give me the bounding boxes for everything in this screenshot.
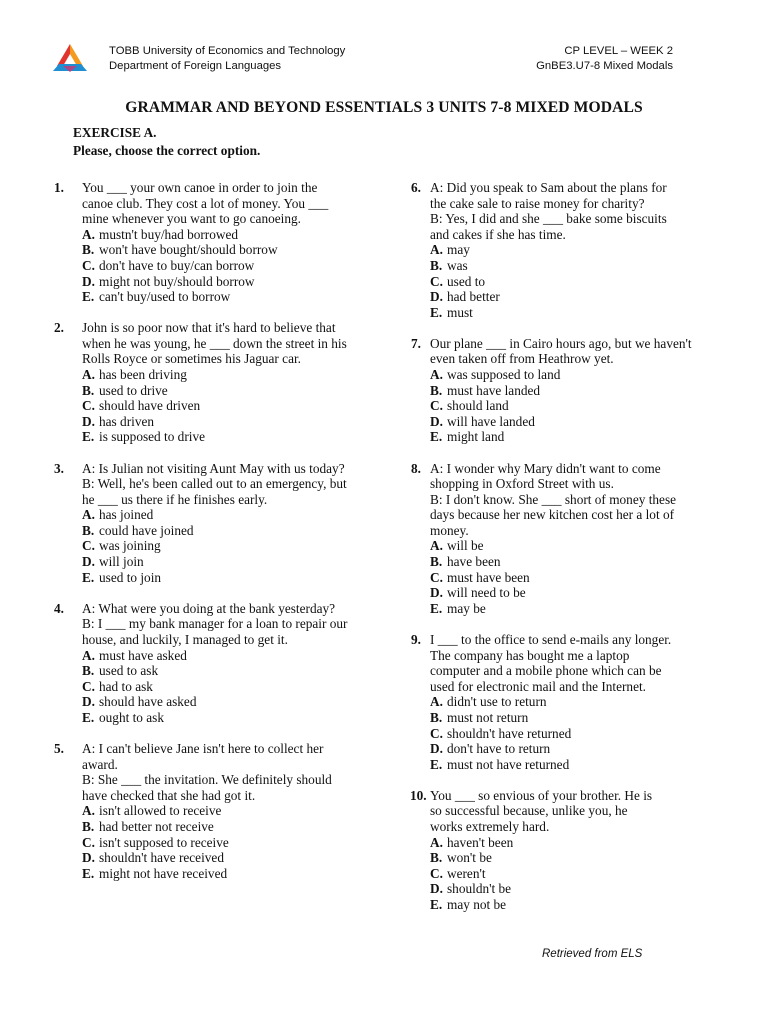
answer-option[interactable] bbox=[82, 398, 389, 414]
question-number: 3. bbox=[54, 460, 64, 476]
option-letter: B. bbox=[430, 709, 443, 725]
question-stem-line: B: She ___ the invitation. We definitely should bbox=[82, 772, 332, 788]
option-text: must bbox=[447, 304, 473, 320]
answer-option[interactable] bbox=[82, 289, 389, 305]
question-stem bbox=[430, 632, 731, 694]
option-letter: A. bbox=[430, 367, 443, 383]
answer-option[interactable] bbox=[82, 648, 389, 664]
option-letter: A. bbox=[82, 226, 95, 242]
question-stem bbox=[82, 180, 389, 227]
option-text: may bbox=[447, 242, 470, 258]
option-text: used to drive bbox=[99, 382, 168, 398]
option-letter: B. bbox=[430, 850, 443, 866]
question-number: 9. bbox=[411, 631, 421, 647]
option-letter: E. bbox=[82, 709, 95, 725]
university-logo bbox=[51, 42, 89, 74]
question-stem-line: You ___ your own canoe in order to join the bbox=[82, 180, 318, 195]
answer-option[interactable] bbox=[430, 570, 731, 586]
answer-option[interactable] bbox=[82, 258, 389, 274]
answer-option[interactable] bbox=[82, 367, 389, 383]
question-item bbox=[411, 461, 731, 617]
question-stem-line: award. bbox=[82, 756, 118, 772]
answer-option[interactable] bbox=[430, 850, 731, 866]
answer-option[interactable] bbox=[430, 414, 731, 430]
option-text: has been driving bbox=[99, 367, 187, 383]
option-letter: C. bbox=[430, 398, 443, 414]
question-stem-line: B: Yes, I did and she ___ bake some biscuits bbox=[430, 211, 667, 227]
question-stem bbox=[430, 788, 731, 835]
answer-option[interactable] bbox=[430, 274, 731, 290]
answer-option[interactable] bbox=[430, 741, 731, 757]
option-letter: D. bbox=[430, 413, 443, 429]
question-stem-line: John is so poor now that it's hard to believe that bbox=[82, 320, 336, 336]
left-question-column bbox=[54, 180, 389, 897]
question-stem-line: mine whenever you want to go canoeing. bbox=[82, 211, 301, 227]
question-stem bbox=[82, 461, 389, 508]
question-stem bbox=[430, 180, 731, 242]
answer-option[interactable] bbox=[82, 803, 389, 819]
answer-option[interactable] bbox=[82, 819, 389, 835]
answer-option[interactable] bbox=[82, 523, 389, 539]
option-letter: C. bbox=[82, 538, 95, 554]
answer-option[interactable] bbox=[82, 679, 389, 695]
question-stem-line: B: I ___ my bank manager for a loan to repair our bbox=[82, 616, 348, 632]
question-item bbox=[54, 601, 389, 726]
answer-option[interactable] bbox=[82, 570, 389, 586]
institution-name: TOBB University of Economics and Technology bbox=[109, 45, 346, 57]
option-letter: A. bbox=[82, 803, 95, 819]
answer-option[interactable] bbox=[82, 414, 389, 430]
question-item bbox=[54, 180, 389, 305]
question-stem-line: works extremely hard. bbox=[430, 818, 550, 834]
question-stem-line: B: Well, he's been called out to an emergency, but bbox=[82, 476, 347, 492]
question-stem bbox=[82, 320, 389, 367]
question-item bbox=[411, 632, 731, 772]
option-text: should have driven bbox=[99, 398, 201, 414]
answer-option[interactable] bbox=[430, 383, 731, 399]
option-letter: E. bbox=[82, 289, 95, 305]
option-text: had better not receive bbox=[99, 818, 214, 834]
option-letter: D. bbox=[430, 741, 443, 757]
option-letter: D. bbox=[430, 881, 443, 897]
option-letter: A. bbox=[430, 834, 443, 850]
answer-option[interactable] bbox=[82, 710, 389, 726]
option-letter: B. bbox=[430, 554, 443, 570]
answer-option[interactable] bbox=[430, 694, 731, 710]
option-text: used to bbox=[447, 273, 486, 289]
question-stem-line: money. bbox=[430, 522, 469, 538]
answer-option[interactable] bbox=[82, 429, 389, 445]
question-stem-line: canoe club. They cost a lot of money. You ___ bbox=[82, 195, 329, 211]
question-number: 4. bbox=[54, 600, 64, 616]
answer-option[interactable] bbox=[430, 835, 731, 851]
option-text: was bbox=[447, 257, 468, 273]
answer-option[interactable] bbox=[82, 835, 389, 851]
answer-option[interactable] bbox=[430, 585, 731, 601]
question-stem bbox=[82, 741, 389, 803]
option-letter: D. bbox=[82, 273, 95, 289]
question-stem-line: so successful because, unlike you, he bbox=[430, 803, 628, 819]
question-stem-line: shopping in Oxford Street with us. bbox=[430, 476, 614, 492]
department-name: Department of Foreign Languages bbox=[109, 60, 282, 72]
option-text: must have landed bbox=[447, 382, 541, 398]
option-text: could have joined bbox=[99, 522, 194, 538]
answer-option[interactable] bbox=[430, 258, 731, 274]
option-letter: A. bbox=[430, 242, 443, 258]
answer-option[interactable] bbox=[430, 710, 731, 726]
question-item bbox=[411, 336, 731, 445]
option-text: might not buy/should borrow bbox=[99, 273, 255, 289]
option-text: has joined bbox=[99, 507, 154, 523]
option-text: weren't bbox=[447, 865, 486, 881]
answer-option[interactable] bbox=[430, 429, 731, 445]
option-text: mustn't buy/had borrowed bbox=[99, 226, 239, 242]
option-text: will have landed bbox=[447, 413, 535, 429]
option-letter: A. bbox=[82, 367, 95, 383]
answer-option[interactable] bbox=[82, 507, 389, 523]
option-text: have been bbox=[447, 554, 501, 570]
answer-option[interactable] bbox=[430, 242, 731, 258]
question-number: 2. bbox=[54, 320, 64, 336]
question-number: 6. bbox=[411, 180, 421, 195]
question-stem-line: A: Is Julian not visiting Aunt May with us today? bbox=[82, 460, 345, 476]
exercise-heading bbox=[73, 124, 260, 160]
question-stem-line: I ___ to the office to send e-mails any longer. bbox=[430, 631, 672, 647]
option-text: isn't supposed to receive bbox=[99, 834, 229, 850]
option-text: don't have to return bbox=[447, 741, 551, 757]
option-text: used to ask bbox=[99, 663, 159, 679]
question-item bbox=[411, 788, 731, 913]
option-letter: E. bbox=[430, 896, 443, 912]
answer-option[interactable] bbox=[430, 289, 731, 305]
source-credit: Retrieved from ELS bbox=[542, 948, 643, 960]
option-letter: E. bbox=[430, 304, 443, 320]
option-letter: B. bbox=[430, 382, 443, 398]
option-letter: A. bbox=[82, 647, 95, 663]
question-stem-line: house, and luckily, I managed to get it. bbox=[82, 631, 288, 647]
question-stem-line: even taken off from Heathrow yet. bbox=[430, 351, 614, 367]
option-text: might land bbox=[447, 429, 505, 445]
question-item bbox=[54, 461, 389, 586]
question-number: 7. bbox=[411, 335, 421, 351]
answer-option[interactable] bbox=[430, 881, 731, 897]
header-institution-block bbox=[109, 44, 345, 74]
option-text: ought to ask bbox=[99, 709, 165, 725]
course-level: CP LEVEL – WEEK 2 bbox=[564, 45, 673, 57]
answer-option[interactable] bbox=[430, 538, 731, 554]
question-stem-line: and cakes if she has time. bbox=[430, 226, 566, 242]
option-letter: B. bbox=[82, 522, 95, 538]
option-letter: B. bbox=[82, 242, 95, 258]
option-text: had better bbox=[447, 289, 500, 305]
option-letter: D. bbox=[430, 585, 443, 601]
option-text: haven't been bbox=[447, 834, 514, 850]
option-text: was joining bbox=[99, 538, 161, 554]
option-text: won't have bought/should borrow bbox=[99, 242, 278, 258]
option-text: should have asked bbox=[99, 694, 197, 710]
question-stem-line: A: What were you doing at the bank yesterday? bbox=[82, 600, 336, 616]
option-letter: C. bbox=[430, 725, 443, 741]
question-stem bbox=[430, 461, 731, 539]
answer-option[interactable] bbox=[82, 866, 389, 882]
option-letter: D. bbox=[82, 413, 95, 429]
option-letter: C. bbox=[430, 273, 443, 289]
answer-option[interactable] bbox=[430, 726, 731, 742]
page-title: GRAMMAR AND BEYOND ESSENTIALS 3 UNITS 7-8 MIXED MODALS bbox=[125, 99, 643, 116]
option-text: must have been bbox=[447, 569, 530, 585]
option-text: may be bbox=[447, 600, 486, 616]
question-item bbox=[54, 741, 389, 881]
course-code: GnBE3.U7-8 Mixed Modals bbox=[536, 60, 673, 72]
option-text: didn't use to return bbox=[447, 694, 547, 710]
option-letter: E. bbox=[82, 865, 95, 881]
answer-option[interactable] bbox=[430, 601, 731, 617]
question-stem-line: A: Did you speak to Sam about the plans for bbox=[430, 180, 667, 195]
option-text: had to ask bbox=[99, 678, 153, 694]
option-text: will be bbox=[447, 538, 484, 554]
question-stem-line: The company has bought me a laptop bbox=[430, 647, 630, 663]
option-letter: E. bbox=[430, 600, 443, 616]
question-stem bbox=[430, 336, 731, 367]
question-item bbox=[54, 320, 389, 445]
answer-option[interactable] bbox=[82, 554, 389, 570]
question-stem-line: A: I can't believe Jane isn't here to collect her bbox=[82, 741, 324, 756]
question-number: 5. bbox=[54, 741, 64, 756]
answer-option[interactable] bbox=[82, 850, 389, 866]
option-letter: B. bbox=[82, 663, 95, 679]
option-text: can't buy/used to borrow bbox=[99, 289, 231, 305]
option-text: must have asked bbox=[99, 647, 187, 663]
option-letter: C. bbox=[82, 257, 95, 273]
option-text: don't have to buy/can borrow bbox=[99, 257, 255, 273]
answer-option[interactable] bbox=[430, 367, 731, 383]
answer-option[interactable] bbox=[82, 663, 389, 679]
exercise-instruction: Please, choose the correct option. bbox=[73, 143, 261, 158]
option-text: was supposed to land bbox=[447, 367, 561, 383]
question-stem-line: Our plane ___ in Cairo hours ago, but we haven't bbox=[430, 335, 692, 351]
question-stem-line: days because her new kitchen cost her a lot of bbox=[430, 507, 675, 523]
option-letter: D. bbox=[430, 289, 443, 305]
exercise-label: EXERCISE A. bbox=[73, 125, 157, 140]
option-letter: B. bbox=[82, 382, 95, 398]
option-letter: C. bbox=[430, 569, 443, 585]
question-stem-line: A: I wonder why Mary didn't want to come bbox=[430, 460, 661, 476]
option-text: won't be bbox=[447, 850, 492, 866]
question-stem bbox=[82, 601, 389, 648]
question-stem-line: Rolls Royce or sometimes his Jaguar car. bbox=[82, 351, 301, 367]
option-text: shouldn't have returned bbox=[447, 725, 572, 741]
answer-option[interactable] bbox=[430, 866, 731, 882]
option-text: will need to be bbox=[447, 585, 526, 601]
question-stem-line: when he was young, he ___ down the street in his bbox=[82, 335, 347, 351]
question-stem-line: used for electronic mail and the Internet. bbox=[430, 678, 646, 694]
option-letter: D. bbox=[82, 850, 95, 866]
option-text: must not return bbox=[447, 709, 529, 725]
answer-option[interactable] bbox=[82, 274, 389, 290]
question-stem-line: computer and a mobile phone which can be bbox=[430, 663, 662, 679]
option-letter: C. bbox=[82, 398, 95, 414]
option-letter: C. bbox=[82, 834, 95, 850]
question-number: 8. bbox=[411, 460, 421, 476]
option-letter: A. bbox=[430, 538, 443, 554]
answer-option[interactable] bbox=[430, 554, 731, 570]
option-letter: D. bbox=[82, 694, 95, 710]
option-letter: E. bbox=[82, 569, 95, 585]
question-stem-line: have checked that she had got it. bbox=[82, 787, 256, 803]
option-text: shouldn't have received bbox=[99, 850, 224, 866]
question-number: 10. bbox=[410, 787, 427, 803]
option-text: might not have received bbox=[99, 865, 228, 881]
answer-option[interactable] bbox=[430, 897, 731, 913]
option-letter: B. bbox=[430, 257, 443, 273]
question-stem-line: B: I don't know. She ___ short of money these bbox=[430, 491, 677, 507]
option-letter: A. bbox=[430, 694, 443, 710]
question-stem-line: he ___ us there if he finishes early. bbox=[82, 491, 268, 507]
option-text: has driven bbox=[99, 413, 155, 429]
option-letter: E. bbox=[430, 756, 443, 772]
option-letter: C. bbox=[430, 865, 443, 881]
answer-option[interactable] bbox=[82, 383, 389, 399]
option-text: must not have returned bbox=[447, 756, 570, 772]
right-question-column bbox=[411, 180, 731, 928]
question-stem-line: You ___ so envious of your brother. He is bbox=[430, 787, 653, 803]
option-text: may not be bbox=[447, 896, 507, 912]
option-letter: D. bbox=[82, 554, 95, 570]
option-text: will join bbox=[99, 554, 144, 570]
option-letter: E. bbox=[430, 429, 443, 445]
option-text: shouldn't be bbox=[447, 881, 512, 897]
answer-option[interactable] bbox=[430, 398, 731, 414]
answer-option[interactable] bbox=[82, 538, 389, 554]
option-text: isn't allowed to receive bbox=[99, 803, 222, 819]
option-letter: A. bbox=[82, 507, 95, 523]
answer-option[interactable] bbox=[82, 242, 389, 258]
question-item bbox=[411, 180, 731, 320]
option-text: used to join bbox=[99, 569, 162, 585]
answer-option[interactable] bbox=[82, 694, 389, 710]
option-letter: B. bbox=[82, 818, 95, 834]
option-letter: C. bbox=[82, 678, 95, 694]
option-text: should land bbox=[447, 398, 509, 414]
question-stem-line: the cake sale to raise money for charity? bbox=[430, 195, 645, 211]
answer-option[interactable] bbox=[430, 305, 731, 321]
answer-option[interactable] bbox=[82, 227, 389, 243]
option-letter: E. bbox=[82, 429, 95, 445]
header-course-block bbox=[536, 44, 673, 74]
answer-option[interactable] bbox=[430, 757, 731, 773]
option-text: is supposed to drive bbox=[99, 429, 205, 445]
question-number: 1. bbox=[54, 180, 64, 195]
